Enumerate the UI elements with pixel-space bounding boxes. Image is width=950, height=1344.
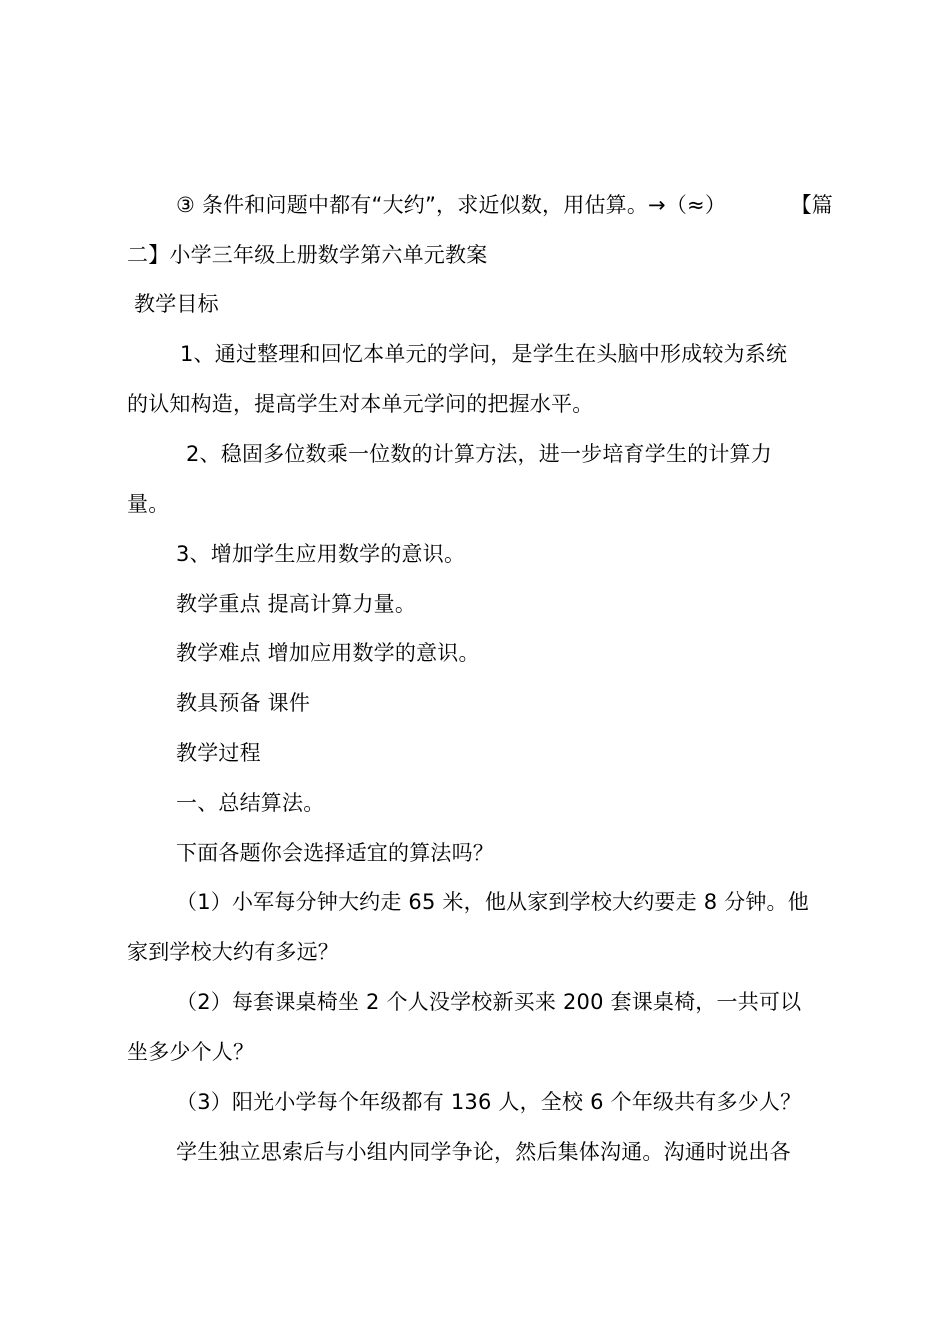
text-line-main: ③ 条件和问题中都有“大约”，求近似数，用估算。→（≈） <box>176 193 727 217</box>
text-line: （1）小军每分钟大约走 65 米，他从家到学校大约要走 8 分钟。他 <box>176 890 809 914</box>
text-line: 3、增加学生应用数学的意识。 <box>176 542 466 566</box>
text-line: 的认知构造，提高学生对本单元学问的把握水平。 <box>127 392 594 416</box>
text-line: 下面各题你会选择适宜的算法吗？ <box>176 841 494 865</box>
text-line: （2）每套课桌椅坐 2 个人没学校新买来 200 套课桌椅，一共可以 <box>176 990 802 1014</box>
text-line: 学生独立思索后与小组内同学争论，然后集体沟通。沟通时说出各 <box>176 1140 791 1164</box>
text-line: 1、通过整理和回忆本单元的学问，是学生在头脑中形成较为系统 <box>180 342 788 366</box>
text-line: 一、总结算法。 <box>176 791 325 815</box>
text-line: 坐多少个人？ <box>127 1040 255 1064</box>
text-line: 二】小学三年级上册数学第六单元教案 <box>127 243 488 267</box>
text-line: 教具预备 课件 <box>176 691 311 715</box>
section-heading: 教学过程 <box>176 741 261 765</box>
text-line: （3）阳光小学每个年级都有 136 人，全校 6 个年级共有多少人？ <box>176 1090 802 1114</box>
section-bracket-start: 【篇 <box>790 193 833 217</box>
text-line: 教学重点 提高计算力量。 <box>176 592 417 616</box>
text-line: 家到学校大约有多远？ <box>127 940 339 964</box>
text-line: 量。 <box>127 492 170 516</box>
text-line: 2、稳固多位数乘一位数的计算方法，进一步培育学生的计算力 <box>186 442 772 466</box>
text-line <box>176 190 833 220</box>
text-line: 教学难点 增加应用数学的意识。 <box>176 641 480 665</box>
section-heading: 教学目标 <box>134 292 219 316</box>
